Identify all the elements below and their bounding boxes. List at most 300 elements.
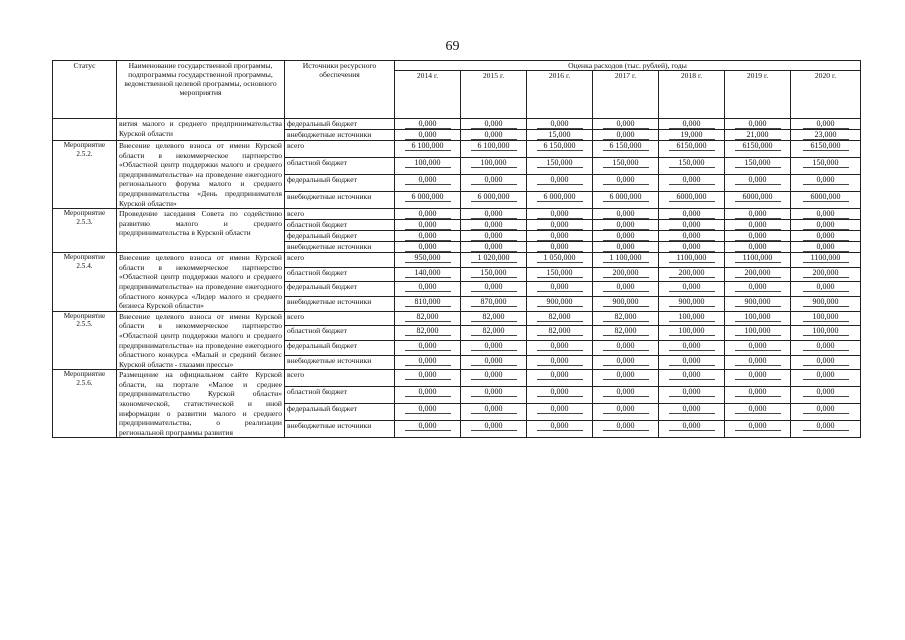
amount-value: 810,000 xyxy=(405,297,451,307)
amount-cell xyxy=(527,282,593,297)
amount-value: 0,000 xyxy=(537,404,583,414)
amount-value: 870,000 xyxy=(471,297,517,307)
amount-cell xyxy=(395,267,461,282)
amount-cell xyxy=(725,404,791,421)
amount-cell xyxy=(659,253,725,268)
amount-value: 0,000 xyxy=(669,220,715,230)
amount-cell xyxy=(593,326,659,341)
amount-value: 0,000 xyxy=(603,341,649,351)
amount-value: 0,000 xyxy=(603,370,649,380)
amount-value: 0,000 xyxy=(735,421,781,431)
amount-cell xyxy=(527,387,593,404)
amount-cell xyxy=(593,421,659,438)
amount-cell xyxy=(461,355,527,370)
amount-value: 100,000 xyxy=(735,326,781,336)
amount-cell xyxy=(461,387,527,404)
amount-cell xyxy=(659,192,725,209)
amount-value: 0,000 xyxy=(803,282,849,292)
amount-cell xyxy=(791,355,861,370)
amount-value: 140,000 xyxy=(405,268,451,278)
amount-value: 0,000 xyxy=(803,370,849,380)
amount-value: 0,000 xyxy=(669,421,715,431)
amount-cell xyxy=(659,370,725,387)
amount-value: 0,000 xyxy=(735,387,781,397)
amount-cell xyxy=(791,242,861,253)
amount-cell xyxy=(395,253,461,268)
header-year: 2018 г. xyxy=(659,71,725,119)
amount-cell xyxy=(593,297,659,312)
amount-cell xyxy=(659,341,725,356)
amount-value: 19,000 xyxy=(669,130,715,140)
amount-value: 0,000 xyxy=(803,119,849,129)
table-row xyxy=(53,311,861,326)
amount-cell xyxy=(395,297,461,312)
amount-cell xyxy=(791,220,861,231)
amount-cell xyxy=(527,231,593,242)
amount-cell xyxy=(791,192,861,209)
amount-value: 0,000 xyxy=(405,242,451,252)
amount-cell xyxy=(725,141,791,158)
event-status: Мероприятие 2.5.4. xyxy=(53,253,117,312)
amount-value: 100,000 xyxy=(471,158,517,168)
amount-cell xyxy=(593,370,659,387)
amount-cell xyxy=(461,267,527,282)
amount-cell xyxy=(725,267,791,282)
header-year: 2015 г. xyxy=(461,71,527,119)
amount-cell xyxy=(527,209,593,220)
amount-value: 6000,000 xyxy=(669,192,715,202)
amount-cell xyxy=(461,311,527,326)
amount-value: 6000,000 xyxy=(803,192,849,202)
amount-value: 0,000 xyxy=(471,370,517,380)
amount-value: 0,000 xyxy=(603,130,649,140)
table-body xyxy=(53,119,861,438)
amount-cell xyxy=(659,209,725,220)
amount-cell xyxy=(791,267,861,282)
amount-value: 150,000 xyxy=(537,268,583,278)
amount-cell xyxy=(395,242,461,253)
amount-cell xyxy=(725,355,791,370)
amount-value: 0,000 xyxy=(405,404,451,414)
header-year: 2017 г. xyxy=(593,71,659,119)
header-year: 2016 г. xyxy=(527,71,593,119)
event-status xyxy=(53,119,117,141)
amount-value: 6150,000 xyxy=(735,141,781,151)
amount-value: 0,000 xyxy=(471,175,517,185)
amount-value: 21,000 xyxy=(735,130,781,140)
amount-value: 15,000 xyxy=(537,130,583,140)
amount-cell xyxy=(395,231,461,242)
amount-value: 100,000 xyxy=(803,312,849,322)
table-row xyxy=(53,119,861,130)
amount-value: 100,000 xyxy=(405,158,451,168)
amount-value: 0,000 xyxy=(405,220,451,230)
amount-value: 0,000 xyxy=(471,282,517,292)
amount-value: 0,000 xyxy=(405,387,451,397)
event-name: вития малого и среднего предпринимательства Курской области xyxy=(117,119,285,141)
funding-source: федеральный бюджет xyxy=(285,175,395,192)
amount-value: 0,000 xyxy=(405,356,451,366)
amount-cell xyxy=(725,119,791,130)
amount-cell xyxy=(593,242,659,253)
header-source: Источники ресурсного обеспечения xyxy=(285,61,395,119)
amount-value: 0,000 xyxy=(405,231,451,241)
amount-value: 0,000 xyxy=(405,282,451,292)
amount-value: 0,000 xyxy=(471,404,517,414)
amount-value: 0,000 xyxy=(405,119,451,129)
amount-cell xyxy=(461,253,527,268)
amount-cell xyxy=(791,297,861,312)
amount-value: 0,000 xyxy=(537,231,583,241)
amount-cell xyxy=(725,370,791,387)
amount-value: 150,000 xyxy=(537,158,583,168)
amount-cell xyxy=(527,141,593,158)
amount-cell xyxy=(791,404,861,421)
amount-value: 0,000 xyxy=(669,387,715,397)
event-name: Размещение на официальном сайте Курской области, на портале «Малое и среднее предпринимательство Курской области» экономической, статистической и иной информации о развитии малого и среднего предпринимательства, о реализации региональной программы развития xyxy=(117,370,285,438)
amount-cell xyxy=(791,253,861,268)
amount-cell xyxy=(725,209,791,220)
amount-cell xyxy=(791,141,861,158)
amount-value: 900,000 xyxy=(603,297,649,307)
amount-value: 100,000 xyxy=(669,326,715,336)
amount-cell xyxy=(659,387,725,404)
amount-cell xyxy=(593,341,659,356)
amount-value: 200,000 xyxy=(669,268,715,278)
amount-cell xyxy=(527,311,593,326)
amount-cell xyxy=(527,297,593,312)
amount-value: 0,000 xyxy=(669,370,715,380)
amount-cell xyxy=(395,192,461,209)
amount-value: 0,000 xyxy=(537,282,583,292)
event-name: Внесение целевого взноса от имени Курской области в некоммерческое партнерство «Областной центр поддержки малого и среднего предпринимательства» на проведение ежегодного областного конкурса «Лидер малого и среднего бизнеса Курской области» xyxy=(117,253,285,312)
amount-value: 200,000 xyxy=(735,268,781,278)
amount-cell xyxy=(395,158,461,175)
amount-value: 0,000 xyxy=(537,387,583,397)
amount-cell xyxy=(791,209,861,220)
amount-cell xyxy=(461,282,527,297)
amount-cell xyxy=(461,175,527,192)
amount-cell xyxy=(791,311,861,326)
amount-value: 0,000 xyxy=(537,175,583,185)
amount-value: 0,000 xyxy=(803,175,849,185)
amount-value: 6 150,000 xyxy=(603,141,649,151)
funding-source: всего xyxy=(285,370,395,387)
header-estimate: Оценка расходов (тыс. рублей), годы xyxy=(395,61,861,71)
funding-source: внебюджетные источники xyxy=(285,421,395,438)
amount-cell xyxy=(725,311,791,326)
funding-source: всего xyxy=(285,209,395,220)
amount-cell xyxy=(659,119,725,130)
amount-value: 6 000,000 xyxy=(471,192,517,202)
amount-value: 0,000 xyxy=(471,356,517,366)
amount-cell xyxy=(791,231,861,242)
funding-source: областной бюджет xyxy=(285,158,395,175)
amount-value: 0,000 xyxy=(669,404,715,414)
amount-cell xyxy=(659,175,725,192)
amount-cell xyxy=(593,253,659,268)
amount-cell xyxy=(527,404,593,421)
amount-cell xyxy=(395,141,461,158)
amount-cell xyxy=(527,421,593,438)
funding-source: всего xyxy=(285,141,395,158)
amount-value: 0,000 xyxy=(735,370,781,380)
amount-value: 0,000 xyxy=(405,421,451,431)
amount-cell xyxy=(725,192,791,209)
amount-cell xyxy=(395,130,461,141)
amount-cell xyxy=(593,404,659,421)
header-year: 2014 г. xyxy=(395,71,461,119)
amount-value: 82,000 xyxy=(603,312,649,322)
amount-cell xyxy=(461,220,527,231)
amount-cell xyxy=(461,231,527,242)
event-status: Мероприятие 2.5.3. xyxy=(53,209,117,253)
amount-value: 0,000 xyxy=(405,175,451,185)
amount-value: 6 100,000 xyxy=(405,141,451,151)
amount-value: 0,000 xyxy=(669,209,715,219)
funding-source: областной бюджет xyxy=(285,326,395,341)
page-number: 69 xyxy=(445,39,460,54)
amount-cell xyxy=(527,370,593,387)
amount-cell xyxy=(725,282,791,297)
amount-cell xyxy=(725,341,791,356)
amount-cell xyxy=(791,341,861,356)
amount-value: 0,000 xyxy=(405,130,451,140)
amount-value: 0,000 xyxy=(803,404,849,414)
amount-value: 0,000 xyxy=(405,370,451,380)
amount-cell xyxy=(461,326,527,341)
amount-value: 1100,000 xyxy=(669,253,715,263)
amount-cell xyxy=(527,355,593,370)
amount-cell xyxy=(461,192,527,209)
amount-cell xyxy=(791,421,861,438)
amount-value: 0,000 xyxy=(803,209,849,219)
amount-cell xyxy=(659,242,725,253)
amount-value: 150,000 xyxy=(735,158,781,168)
amount-value: 0,000 xyxy=(471,130,517,140)
amount-cell xyxy=(725,387,791,404)
amount-cell xyxy=(461,341,527,356)
amount-cell xyxy=(461,370,527,387)
amount-cell xyxy=(395,370,461,387)
amount-value: 0,000 xyxy=(603,119,649,129)
amount-value: 0,000 xyxy=(735,341,781,351)
amount-value: 0,000 xyxy=(537,356,583,366)
amount-cell xyxy=(395,282,461,297)
amount-cell xyxy=(791,387,861,404)
funding-source: областной бюджет xyxy=(285,220,395,231)
amount-cell xyxy=(461,209,527,220)
amount-cell xyxy=(593,282,659,297)
amount-value: 82,000 xyxy=(603,326,649,336)
amount-cell xyxy=(593,387,659,404)
amount-value: 0,000 xyxy=(471,242,517,252)
amount-cell xyxy=(791,158,861,175)
amount-value: 1 100,000 xyxy=(603,253,649,263)
amount-cell xyxy=(395,175,461,192)
amount-cell xyxy=(593,311,659,326)
amount-value: 950,000 xyxy=(405,253,451,263)
amount-value: 0,000 xyxy=(537,209,583,219)
amount-cell xyxy=(725,297,791,312)
amount-cell xyxy=(395,220,461,231)
funding-source: федеральный бюджет xyxy=(285,231,395,242)
amount-value: 200,000 xyxy=(603,268,649,278)
event-name: Внесение целевого взноса от имени Курской области в некоммерческое партнерство «Областной центр поддержки малого и среднего предпринимательства» на проведение ежегодного областного конкурса «Малый и средний бизнес Курской области - глазами прессы» xyxy=(117,311,285,370)
header-year: 2019 г. xyxy=(725,71,791,119)
amount-value: 0,000 xyxy=(603,282,649,292)
amount-cell xyxy=(395,421,461,438)
amount-value: 0,000 xyxy=(803,341,849,351)
amount-value: 0,000 xyxy=(603,220,649,230)
funding-source: федеральный бюджет xyxy=(285,341,395,356)
amount-value: 900,000 xyxy=(803,297,849,307)
amount-value: 0,000 xyxy=(669,341,715,351)
amount-cell xyxy=(527,242,593,253)
amount-cell xyxy=(593,141,659,158)
amount-value: 6150,000 xyxy=(669,141,715,151)
amount-cell xyxy=(461,130,527,141)
table-row xyxy=(53,209,861,220)
amount-cell xyxy=(395,355,461,370)
amount-cell xyxy=(395,387,461,404)
amount-value: 900,000 xyxy=(669,297,715,307)
amount-cell xyxy=(659,326,725,341)
amount-value: 0,000 xyxy=(603,387,649,397)
amount-value: 0,000 xyxy=(603,175,649,185)
amount-cell xyxy=(461,404,527,421)
amount-cell xyxy=(791,282,861,297)
amount-value: 82,000 xyxy=(471,312,517,322)
budget-table xyxy=(52,60,861,438)
header-name: Наименование государственной программы, подпрограммы государственной программы, ведомственной целевой программы, основного мероприятия xyxy=(117,61,285,119)
amount-cell xyxy=(791,175,861,192)
amount-cell xyxy=(395,404,461,421)
amount-value: 0,000 xyxy=(537,421,583,431)
amount-value: 0,000 xyxy=(803,231,849,241)
amount-value: 100,000 xyxy=(803,326,849,336)
amount-cell xyxy=(725,220,791,231)
amount-value: 100,000 xyxy=(735,312,781,322)
amount-cell xyxy=(527,326,593,341)
amount-value: 0,000 xyxy=(735,242,781,252)
amount-cell xyxy=(791,370,861,387)
funding-source: федеральный бюджет xyxy=(285,404,395,421)
funding-source: областной бюджет xyxy=(285,387,395,404)
amount-value: 200,000 xyxy=(803,268,849,278)
amount-value: 0,000 xyxy=(735,175,781,185)
funding-source: всего xyxy=(285,311,395,326)
amount-cell xyxy=(461,158,527,175)
amount-value: 0,000 xyxy=(405,209,451,219)
amount-cell xyxy=(461,421,527,438)
amount-value: 0,000 xyxy=(735,356,781,366)
amount-value: 0,000 xyxy=(735,220,781,230)
amount-cell xyxy=(527,253,593,268)
amount-cell xyxy=(725,242,791,253)
amount-cell xyxy=(395,341,461,356)
amount-value: 6000,000 xyxy=(735,192,781,202)
amount-cell xyxy=(659,220,725,231)
amount-value: 6 000,000 xyxy=(603,192,649,202)
amount-value: 0,000 xyxy=(537,370,583,380)
amount-cell xyxy=(659,141,725,158)
amount-value: 82,000 xyxy=(537,312,583,322)
amount-value: 23,000 xyxy=(803,130,849,140)
amount-value: 0,000 xyxy=(803,421,849,431)
amount-value: 0,000 xyxy=(603,242,649,252)
amount-value: 0,000 xyxy=(669,175,715,185)
amount-value: 0,000 xyxy=(803,220,849,230)
amount-value: 0,000 xyxy=(735,119,781,129)
funding-source: федеральный бюджет xyxy=(285,282,395,297)
header-status: Статус xyxy=(53,61,117,119)
amount-cell xyxy=(527,341,593,356)
funding-source: всего xyxy=(285,253,395,268)
amount-cell xyxy=(527,130,593,141)
amount-cell xyxy=(659,282,725,297)
amount-value: 0,000 xyxy=(803,387,849,397)
amount-cell xyxy=(791,326,861,341)
amount-value: 0,000 xyxy=(405,341,451,351)
amount-cell xyxy=(593,130,659,141)
amount-cell xyxy=(791,130,861,141)
amount-value: 82,000 xyxy=(471,326,517,336)
amount-value: 1 020,000 xyxy=(471,253,517,263)
amount-value: 100,000 xyxy=(669,312,715,322)
funding-source: федеральный бюджет xyxy=(285,119,395,130)
amount-cell xyxy=(659,231,725,242)
amount-value: 150,000 xyxy=(603,158,649,168)
table-row xyxy=(53,370,861,387)
amount-value: 0,000 xyxy=(471,421,517,431)
amount-value: 0,000 xyxy=(669,231,715,241)
amount-value: 150,000 xyxy=(669,158,715,168)
amount-value: 900,000 xyxy=(735,297,781,307)
amount-value: 0,000 xyxy=(603,231,649,241)
amount-cell xyxy=(659,158,725,175)
amount-value: 0,000 xyxy=(471,209,517,219)
event-name: Внесение целевого взноса от имени Курской области в некоммерческое партнерство «Областной центр поддержки малого и среднего предпринимательства» на проведение ежегодного регионального форума малого и среднего предпринимательства «День предпринимателя Курской области» xyxy=(117,141,285,209)
amount-cell xyxy=(593,209,659,220)
amount-cell xyxy=(593,355,659,370)
amount-cell xyxy=(461,297,527,312)
amount-cell xyxy=(527,192,593,209)
amount-cell xyxy=(527,119,593,130)
amount-cell xyxy=(725,231,791,242)
amount-value: 0,000 xyxy=(735,282,781,292)
event-status: Мероприятие 2.5.6. xyxy=(53,370,117,438)
amount-cell xyxy=(659,267,725,282)
funding-source: областной бюджет xyxy=(285,267,395,282)
amount-value: 0,000 xyxy=(471,119,517,129)
amount-value: 0,000 xyxy=(669,119,715,129)
amount-cell xyxy=(395,326,461,341)
amount-value: 0,000 xyxy=(603,404,649,414)
amount-value: 6 000,000 xyxy=(405,192,451,202)
amount-cell xyxy=(593,231,659,242)
amount-value: 0,000 xyxy=(669,242,715,252)
amount-cell xyxy=(659,421,725,438)
amount-cell xyxy=(527,158,593,175)
amount-cell xyxy=(725,421,791,438)
amount-value: 0,000 xyxy=(537,242,583,252)
amount-value: 0,000 xyxy=(537,119,583,129)
amount-cell xyxy=(395,209,461,220)
amount-cell xyxy=(395,311,461,326)
amount-value: 0,000 xyxy=(603,356,649,366)
amount-value: 900,000 xyxy=(537,297,583,307)
